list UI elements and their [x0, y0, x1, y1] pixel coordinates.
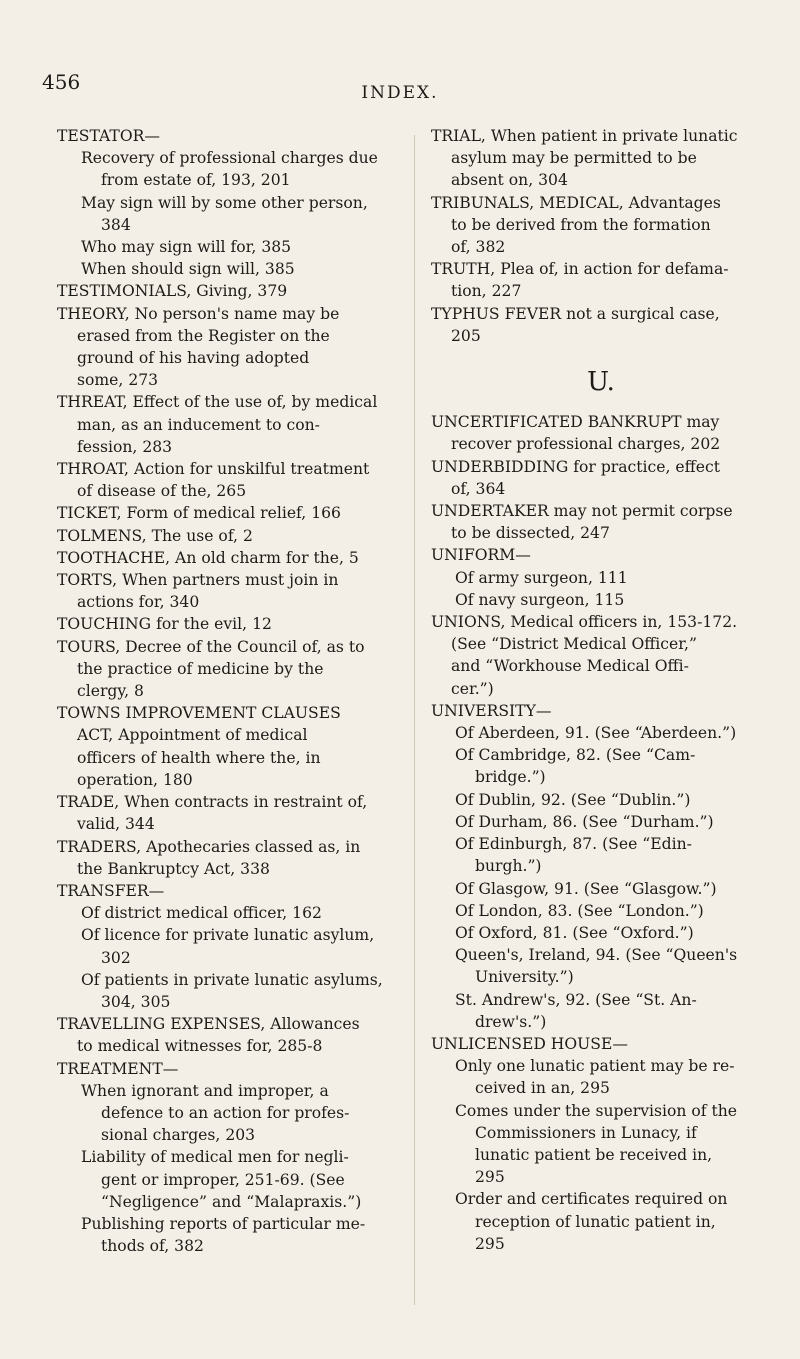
index-subentry — [431, 922, 771, 944]
index-entry — [431, 544, 771, 566]
index-line: TRIBUNALS, MEDICAL, Advantages — [431, 193, 721, 212]
index-line: to be dissected, 247 — [451, 524, 610, 543]
right-column-t-entries — [431, 125, 771, 347]
index-subentry — [431, 811, 771, 833]
index-line: Comes under the supervision of the — [455, 1101, 738, 1120]
index-line: Of army surgeon, 111 — [455, 568, 628, 587]
index-line: Publishing reports of particular me- — [81, 1214, 366, 1233]
index-line: defence to an action for profes- — [101, 1103, 350, 1122]
index-line: TRADE, When contracts in restraint of, — [57, 793, 368, 812]
index-line: Of licence for private lunatic asylum, — [81, 926, 375, 945]
index-line: TRANSFER— — [57, 881, 165, 900]
index-line: (See “District Medical Officer,” — [451, 635, 697, 654]
index-line: 295 — [475, 1234, 505, 1253]
index-entry — [57, 547, 397, 569]
index-subentry — [431, 567, 771, 589]
index-line: officers of health where the, in — [77, 748, 321, 767]
index-line: Of Dublin, 92. (See “Dublin.”) — [455, 790, 691, 809]
index-line: UNIVERSITY— — [431, 701, 552, 720]
left-column — [57, 125, 397, 1257]
index-line: May sign will by some other person, — [81, 193, 368, 212]
index-line: TORTS, When partners must join in — [57, 571, 339, 590]
index-entry — [57, 702, 397, 791]
index-entry — [431, 192, 771, 259]
index-line: TICKET, Form of medical relief, 166 — [57, 504, 341, 523]
right-column-u-entries — [431, 411, 771, 1255]
index-subentry — [431, 944, 771, 988]
index-subentry — [57, 902, 397, 924]
index-line: drew's.”) — [475, 1012, 547, 1031]
index-line: THROAT, Action for unskilful treatment — [57, 460, 370, 479]
index-entry — [57, 280, 397, 302]
index-line: Queen's, Ireland, 94. (See “Queen's — [455, 946, 738, 965]
index-entry — [57, 525, 397, 547]
index-line: TESTIMONIALS, Giving, 379 — [57, 282, 288, 301]
index-subentry — [431, 833, 771, 877]
index-subentry — [431, 1188, 771, 1255]
index-line: actions for, 340 — [77, 593, 200, 612]
index-entry — [431, 258, 771, 302]
index-subentry — [57, 1213, 397, 1257]
index-line: Of patients in private lunatic asylums, — [81, 970, 383, 989]
index-subentry — [431, 744, 771, 788]
index-line: man, as an inducement to con- — [77, 415, 320, 434]
index-line: TOURS, Decree of the Council of, as to — [57, 637, 365, 656]
index-subentry — [57, 236, 397, 258]
right-column — [431, 125, 771, 1255]
index-line: 302 — [101, 948, 131, 967]
index-line: UNIONS, Medical officers in, 153-172. — [431, 613, 738, 632]
index-line: TREATMENT— — [57, 1059, 179, 1078]
index-line: ACT, Appointment of medical — [77, 726, 308, 745]
index-subentry — [431, 789, 771, 811]
index-line: TESTATOR— — [57, 127, 160, 145]
index-line: Of Durham, 86. (See “Durham.”) — [455, 812, 714, 831]
index-entry — [431, 303, 771, 347]
index-entry — [57, 1013, 397, 1057]
index-line: asylum may be permitted to be — [451, 149, 697, 168]
index-line: the Bankruptcy Act, 338 — [77, 859, 270, 878]
index-entry — [57, 613, 397, 635]
index-line: Recovery of professional charges due — [81, 149, 378, 168]
section-letter: U. — [587, 367, 615, 398]
index-line: burgh.”) — [475, 857, 542, 876]
index-line: “Negligence” and “Malapraxis.”) — [101, 1192, 362, 1211]
index-line: operation, 180 — [77, 770, 193, 789]
index-line: and “Workhouse Medical Offi- — [451, 657, 689, 676]
index-line: St. Andrew's, 92. (See “St. An- — [455, 990, 697, 1009]
index-entry — [57, 836, 397, 880]
index-line: Commissioners in Lunacy, if — [475, 1123, 697, 1142]
index-entry — [57, 125, 397, 147]
index-entry — [431, 411, 771, 455]
index-line: Who may sign will for, 385 — [81, 238, 292, 257]
index-entry — [57, 458, 397, 502]
index-line: Of navy surgeon, 115 — [455, 590, 625, 609]
index-line: fession, 283 — [77, 437, 173, 456]
running-head: INDEX. — [361, 83, 439, 103]
index-entry — [57, 569, 397, 613]
index-line: recover professional charges, 202 — [451, 435, 721, 454]
index-line: the practice of medicine by the — [77, 659, 324, 678]
index-line: 384 — [101, 215, 131, 234]
index-line: TRUTH, Plea of, in action for defama- — [431, 260, 729, 279]
index-entry — [57, 391, 397, 458]
index-line: valid, 344 — [77, 815, 155, 834]
index-line: TOWNS IMPROVEMENT CLAUSES — [57, 704, 341, 723]
index-line: TOUCHING for the evil, 12 — [57, 615, 272, 634]
index-entry — [57, 880, 397, 902]
index-line: Of Aberdeen, 91. (See “Aberdeen.”) — [455, 724, 737, 743]
index-line: to be derived from the formation — [451, 215, 711, 234]
index-line: Of Edinburgh, 87. (See “Edin- — [455, 835, 692, 854]
index-line: TRAVELLING EXPENSES, Allowances — [57, 1015, 360, 1034]
index-line: bridge.”) — [475, 768, 546, 787]
index-subentry — [431, 1055, 771, 1099]
index-line: of disease of the, 265 — [77, 482, 247, 501]
index-line: erased from the Register on the — [77, 326, 330, 345]
index-entry — [57, 636, 397, 703]
index-entry — [431, 611, 771, 700]
index-line: Of Glasgow, 91. (See “Glasgow.”) — [455, 879, 717, 898]
index-line: Of Cambridge, 82. (See “Cam- — [455, 746, 696, 765]
index-line: Liability of medical men for negli- — [81, 1148, 349, 1167]
index-line: Of district medical officer, 162 — [81, 904, 322, 923]
index-subentry — [431, 989, 771, 1033]
column-divider — [414, 135, 415, 1305]
index-entry — [57, 502, 397, 524]
index-line: 205 — [451, 326, 481, 345]
index-subentry — [431, 589, 771, 611]
index-line: UNCERTIFICATED BANKRUPT may — [431, 413, 720, 432]
index-line: 295 — [475, 1168, 505, 1187]
index-line: sional charges, 203 — [101, 1126, 256, 1145]
index-line: University.”) — [475, 968, 574, 987]
index-entry — [57, 1058, 397, 1080]
index-line: When should sign will, 385 — [81, 260, 295, 279]
index-line: reception of lunatic patient in, — [475, 1212, 716, 1231]
index-line: UNDERBIDDING for practice, effect — [431, 457, 720, 476]
index-line: Of London, 83. (See “London.”) — [455, 901, 704, 920]
index-line: of, 364 — [451, 479, 506, 498]
index-line: absent on, 304 — [451, 171, 568, 190]
index-entry — [431, 456, 771, 500]
index-line: THEORY, No person's name may be — [57, 304, 340, 323]
index-entry — [431, 125, 771, 192]
index-line: TYPHUS FEVER not a surgical case, — [431, 304, 720, 323]
index-line: UNDERTAKER may not permit corpse — [431, 502, 733, 521]
page-number: 456 — [42, 70, 81, 94]
index-subentry — [431, 722, 771, 744]
index-subentry — [57, 192, 397, 236]
index-entry — [57, 303, 397, 392]
index-subentry — [431, 900, 771, 922]
index-line: lunatic patient be received in, — [475, 1145, 713, 1164]
index-line: THREAT, Effect of the use of, by medical — [57, 393, 378, 412]
index-line: UNIFORM— — [431, 546, 531, 565]
index-subentry — [57, 969, 397, 1013]
index-line: ground of his having adopted — [77, 349, 310, 368]
index-line: from estate of, 193, 201 — [101, 171, 291, 190]
index-line: UNLICENSED HOUSE— — [431, 1034, 628, 1053]
index-subentry — [431, 878, 771, 900]
index-line: When ignorant and improper, a — [81, 1081, 329, 1100]
index-line: Order and certificates required on — [455, 1190, 728, 1209]
index-line: Only one lunatic patient may be re- — [455, 1057, 735, 1076]
index-subentry — [57, 924, 397, 968]
index-entry — [431, 500, 771, 544]
index-line: gent or improper, 251-69. (See — [101, 1170, 345, 1189]
index-subentry — [57, 1146, 397, 1213]
index-subentry — [57, 258, 397, 280]
index-line: of, 382 — [451, 238, 506, 257]
index-subentry — [57, 147, 397, 191]
index-line: thods of, 382 — [101, 1237, 204, 1256]
index-line: TOLMENS, The use of, 2 — [57, 526, 253, 545]
index-subentry — [431, 1100, 771, 1189]
index-entry — [57, 791, 397, 835]
index-entry — [431, 700, 771, 722]
index-line: 304, 305 — [101, 992, 171, 1011]
index-line: TRIAL, When patient in private lunatic — [431, 127, 738, 145]
index-entry — [431, 1033, 771, 1055]
index-line: TRADERS, Apothecaries classed as, in — [57, 837, 361, 856]
index-line: ceived in an, 295 — [475, 1079, 610, 1098]
index-line: cer.”) — [451, 679, 494, 698]
index-line: clergy, 8 — [77, 682, 144, 701]
index-subentry — [57, 1080, 397, 1147]
index-line: TOOTHACHE, An old charm for the, 5 — [57, 548, 359, 567]
index-line: tion, 227 — [451, 282, 522, 301]
index-line: Of Oxford, 81. (See “Oxford.”) — [455, 923, 694, 942]
index-line: to medical witnesses for, 285-8 — [77, 1037, 323, 1056]
index-line: some, 273 — [77, 371, 159, 390]
